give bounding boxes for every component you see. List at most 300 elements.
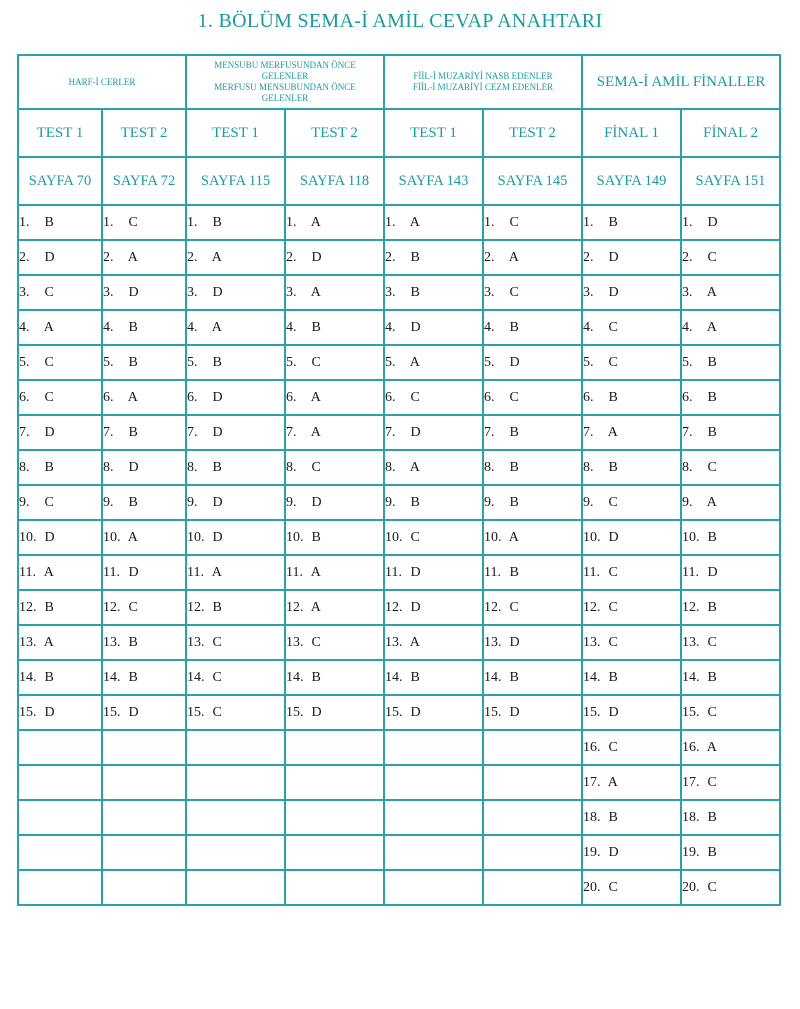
answer-letter: B [410,284,420,300]
answer-letter: A [127,249,138,265]
answer-cell [102,555,186,590]
page-label: SAYFA 151 [681,157,780,205]
answer-cell [483,555,582,590]
question-number: 2. [385,249,396,265]
question-number: 7. [103,424,114,440]
answer-cell [18,625,102,660]
answer-cell [186,415,285,450]
answer-letter: C [410,529,420,545]
question-number: 4. [385,319,396,335]
answer-letter: B [509,669,519,685]
answer-cell [582,835,681,870]
question-number: 15. [583,704,601,720]
answer-letter: A [211,564,222,580]
question-number: 10. [19,529,37,545]
answer-cell [186,765,285,800]
question-number: 19. [583,844,601,860]
answer-cell [384,415,483,450]
question-number: 7. [286,424,297,440]
answer-row [18,415,780,450]
answer-letter: A [310,389,321,405]
answer-letter: D [311,704,322,720]
answer-cell [285,625,384,660]
test-header-row [18,109,780,157]
answer-cell [681,310,780,345]
answer-letter: B [608,809,618,825]
answer-cell [582,590,681,625]
question-number: 15. [19,704,37,720]
answer-letter: A [310,424,321,440]
answer-cell [285,240,384,275]
answer-cell [483,730,582,765]
answer-cell [186,660,285,695]
answer-cell [681,870,780,905]
answer-letter: A [706,319,717,335]
answer-cell [285,730,384,765]
answer-letter: C [608,494,618,510]
question-number: 6. [187,389,198,405]
answer-cell [186,310,285,345]
question-number: 3. [385,284,396,300]
answer-cell [681,590,780,625]
question-number: 2. [103,249,114,265]
question-number: 12. [19,599,37,615]
answer-cell [18,240,102,275]
answer-letter: A [508,529,519,545]
page-header-row [18,157,780,205]
answer-letter: B [509,319,519,335]
question-number: 1. [103,214,114,230]
answer-row [18,380,780,415]
answer-letter: B [128,319,138,335]
question-number: 1. [484,214,495,230]
answer-cell [186,555,285,590]
question-number: 12. [103,599,121,615]
question-number: 11. [286,564,303,580]
answer-cell [102,485,186,520]
question-number: 1. [187,214,198,230]
answer-cell [384,345,483,380]
answer-cell [285,205,384,240]
question-number: 2. [682,249,693,265]
question-number: 17. [583,774,601,790]
answer-cell [582,800,681,835]
answer-cell [186,240,285,275]
answer-cell [384,870,483,905]
answer-cell [681,275,780,310]
answer-cell [681,240,780,275]
answer-row [18,800,780,835]
answer-cell [18,345,102,380]
answer-letter: C [509,599,519,615]
answer-letter: A [211,319,222,335]
answer-cell [18,415,102,450]
answer-cell [285,660,384,695]
answer-letter: A [310,564,321,580]
question-number: 18. [583,809,601,825]
question-number: 15. [286,704,304,720]
answer-row [18,275,780,310]
answer-letter: C [212,704,222,720]
answer-letter: D [212,494,223,510]
question-number: 3. [103,284,114,300]
question-number: 10. [583,529,601,545]
answer-cell [384,240,483,275]
answer-cell [285,380,384,415]
answer-cell [582,765,681,800]
answer-cell [186,590,285,625]
question-number: 1. [286,214,297,230]
answer-cell [582,240,681,275]
question-number: 8. [187,459,198,475]
question-number: 13. [484,634,502,650]
answer-cell [384,485,483,520]
answer-cell [18,730,102,765]
answer-row [18,730,780,765]
question-number: 1. [583,214,594,230]
answer-letter: A [43,634,54,650]
answer-letter: C [509,284,519,300]
question-number: 11. [484,564,501,580]
answer-letter: D [212,389,223,405]
question-number: 17. [682,774,700,790]
question-number: 15. [103,704,121,720]
answer-letter: D [410,424,421,440]
answer-cell [582,415,681,450]
question-number: 5. [19,354,30,370]
page-label: SAYFA 143 [384,157,483,205]
question-number: 6. [484,389,495,405]
answer-cell [102,520,186,555]
question-number: 8. [286,459,297,475]
question-number: 8. [385,459,396,475]
answer-letter: B [707,529,717,545]
answer-letter: B [509,564,519,580]
question-number: 14. [484,669,502,685]
answer-letter: D [44,529,55,545]
answer-letter: B [509,459,519,475]
answer-letter: B [311,319,321,335]
answer-cell [285,590,384,625]
answer-cell [18,590,102,625]
answer-cell [285,520,384,555]
answer-letter: B [44,459,54,475]
question-number: 13. [19,634,37,650]
question-number: 5. [103,354,114,370]
question-number: 12. [682,599,700,615]
question-number: 9. [583,494,594,510]
question-number: 14. [583,669,601,685]
question-number: 4. [682,319,693,335]
question-number: 7. [484,424,495,440]
question-number: 11. [103,564,120,580]
answer-cell [285,310,384,345]
answer-cell [582,380,681,415]
answer-cell [483,800,582,835]
answer-key-table [17,54,781,906]
answer-letter: B [44,599,54,615]
answer-cell [681,520,780,555]
question-number: 10. [682,529,700,545]
answer-letter: B [707,844,717,860]
answer-letter: D [410,704,421,720]
answer-cell [285,450,384,485]
answer-letter: C [212,669,222,685]
answer-cell [483,205,582,240]
answer-cell [384,380,483,415]
question-number: 3. [583,284,594,300]
question-number: 9. [103,494,114,510]
answer-letter: D [410,319,421,335]
question-number: 14. [187,669,205,685]
answer-cell [384,625,483,660]
answer-cell [18,275,102,310]
question-number: 8. [682,459,693,475]
answer-letter: B [128,634,138,650]
answer-letter: C [707,459,717,475]
answer-letter: B [128,669,138,685]
answer-letter: C [311,459,321,475]
answer-cell [681,450,780,485]
answer-cell [483,695,582,730]
answer-cell [186,275,285,310]
answer-letter: B [608,669,618,685]
answer-letter: C [509,389,519,405]
answer-row [18,765,780,800]
answer-letter: A [409,214,420,230]
page-label: SAYFA 70 [18,157,102,205]
answer-letter: A [409,459,420,475]
question-number: 6. [19,389,30,405]
answer-letter: C [608,319,618,335]
answer-cell [483,625,582,660]
answer-letter: C [44,389,54,405]
question-number: 5. [484,354,495,370]
answer-cell [285,485,384,520]
answer-cell [285,555,384,590]
answer-row [18,310,780,345]
answer-letter: C [707,634,717,650]
answer-letter: A [706,494,717,510]
answer-letter: D [410,564,421,580]
answer-cell [483,870,582,905]
answer-cell [681,695,780,730]
answer-cell [186,835,285,870]
section-line: SEMA-İ AMİL FİNALLER [596,74,766,90]
question-number: 12. [286,599,304,615]
answer-letter: B [410,494,420,510]
question-number: 13. [583,634,601,650]
section-header-row [18,55,780,109]
answer-letter: D [608,844,619,860]
answer-cell [102,695,186,730]
answer-cell [384,800,483,835]
answer-letter: C [707,774,717,790]
answer-cell [18,765,102,800]
answer-cell [582,450,681,485]
section-finaller [582,55,780,109]
answer-cell [102,205,186,240]
question-number: 4. [103,319,114,335]
answer-cell [186,800,285,835]
answer-letter: C [44,354,54,370]
section-line: FİİL-İ MUZARİYİ CEZM EDENLER [412,82,554,92]
answer-cell [102,800,186,835]
answer-letter: C [608,564,618,580]
answer-letter: D [212,284,223,300]
question-number: 3. [484,284,495,300]
answer-cell [582,695,681,730]
section-line: HARF-İ CERLER [68,76,136,87]
answer-row [18,345,780,380]
answer-cell [681,800,780,835]
question-number: 6. [583,389,594,405]
answer-cell [285,695,384,730]
answer-letter: D [509,634,520,650]
question-number: 3. [187,284,198,300]
page-label: SAYFA 118 [285,157,384,205]
answer-letter: D [608,704,619,720]
answer-letter: A [409,354,420,370]
answer-cell [285,765,384,800]
question-number: 13. [385,634,403,650]
answer-letter: C [707,879,717,895]
answer-letter: B [608,389,618,405]
answer-cell [285,800,384,835]
answer-letter: C [311,354,321,370]
answer-row [18,835,780,870]
answer-cell [681,625,780,660]
answer-cell [384,450,483,485]
answer-cell [285,870,384,905]
answer-cell [18,485,102,520]
answer-letter: C [311,634,321,650]
question-number: 9. [286,494,297,510]
question-number: 18. [682,809,700,825]
answer-letter: D [608,529,619,545]
answer-cell [483,380,582,415]
answer-letter: B [707,354,717,370]
answer-cell [285,345,384,380]
answer-cell [483,310,582,345]
section-line: FİİL-İ MUZARİYİ NASB EDENLER [413,71,553,81]
question-number: 13. [187,634,205,650]
question-number: 3. [286,284,297,300]
answer-letter: A [706,739,717,755]
question-number: 8. [103,459,114,475]
answer-cell [483,240,582,275]
answer-letter: C [212,634,222,650]
question-number: 5. [187,354,198,370]
answer-cell [483,415,582,450]
answer-letter: A [310,599,321,615]
question-number: 9. [682,494,693,510]
answer-letter: D [509,354,520,370]
answer-cell [102,870,186,905]
answer-row [18,485,780,520]
answer-letter: D [311,249,322,265]
answer-letter: C [608,599,618,615]
answer-letter: A [607,774,618,790]
question-number: 7. [583,424,594,440]
answer-cell [384,660,483,695]
answer-letter: A [706,284,717,300]
answer-letter: B [212,599,222,615]
answer-cell [102,380,186,415]
answer-letter: B [410,669,420,685]
answer-letter: B [128,354,138,370]
answer-letter: B [410,249,420,265]
answer-cell [681,485,780,520]
answer-cell [681,205,780,240]
question-number: 8. [19,459,30,475]
answer-letter: D [608,249,619,265]
answer-letter: B [707,599,717,615]
answer-cell [582,275,681,310]
question-number: 11. [583,564,601,580]
question-number: 16. [682,739,700,755]
answer-cell [102,765,186,800]
answer-row [18,240,780,275]
answer-cell [186,485,285,520]
question-number: 11. [187,564,204,580]
answer-letter: C [509,214,519,230]
answer-cell [582,730,681,765]
question-number: 6. [286,389,297,405]
question-number: 7. [19,424,30,440]
answer-letter: B [44,669,54,685]
answer-cell [18,555,102,590]
answer-letter: A [43,564,54,580]
answer-cell [285,275,384,310]
answer-letter: A [310,214,321,230]
question-number: 4. [286,319,297,335]
answer-letter: B [128,494,138,510]
question-number: 15. [187,704,205,720]
answer-cell [483,345,582,380]
answer-cell [384,730,483,765]
question-number: 4. [484,319,495,335]
page-label: SAYFA 149 [582,157,681,205]
test-label: TEST 1 [18,109,102,157]
answer-letter: C [707,704,717,720]
answer-cell [483,275,582,310]
answer-letter: B [128,424,138,440]
question-number: 10. [103,529,121,545]
answer-cell [681,415,780,450]
answer-letter: D [128,704,139,720]
answer-cell [186,380,285,415]
question-number: 11. [19,564,36,580]
answer-row [18,870,780,905]
answer-cell [186,625,285,660]
answer-cell [18,695,102,730]
answer-letter: B [311,529,321,545]
answer-letter: C [707,249,717,265]
answer-cell [582,555,681,590]
answer-letter: D [44,424,55,440]
question-number: 13. [103,634,121,650]
answer-cell [102,345,186,380]
answer-letter: D [608,284,619,300]
answer-letter: A [607,424,618,440]
question-number: 6. [385,389,396,405]
question-number: 6. [682,389,693,405]
answer-cell [582,625,681,660]
answer-cell [18,800,102,835]
answer-letter: C [410,389,420,405]
section-mensubu-merfusu [186,55,384,109]
